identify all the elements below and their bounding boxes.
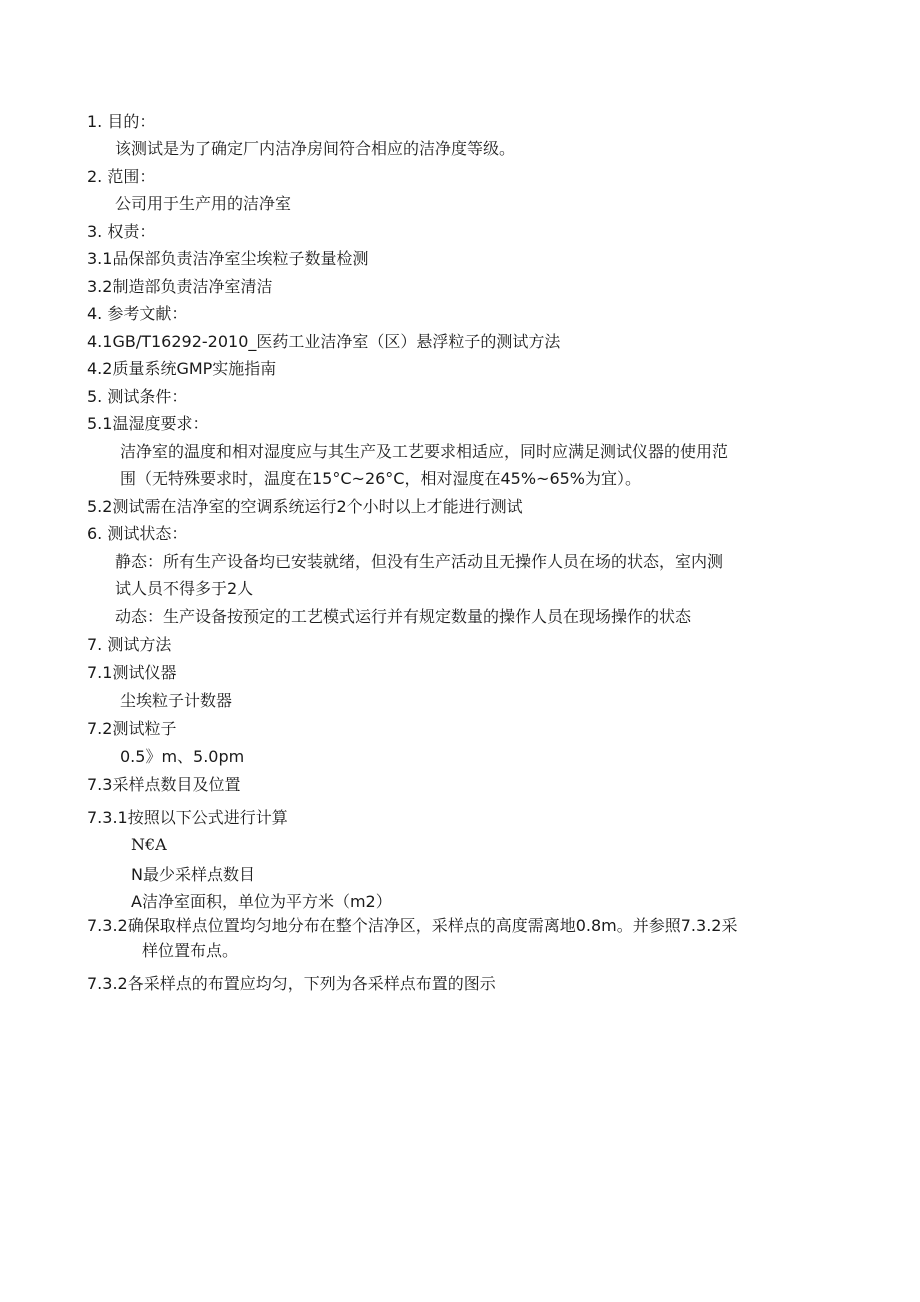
heading-test-states: 6. 测试状态： [87, 524, 188, 543]
scope-text: 公司用于生产用的洁净室 [115, 194, 292, 213]
method-7-1-title: 7.1测试仪器 [87, 663, 177, 682]
heading-test-conditions: 5. 测试条件： [87, 387, 188, 406]
heading-responsibility: 3. 权责： [87, 222, 156, 241]
static-state-line1: 静态：所有生产设备均已安装就绪，但没有生产活动且无操作人员在场的状态，室内测 [115, 552, 724, 571]
method-7-2-title: 7.2测试粒子 [87, 719, 177, 738]
method-7-3-2-layout: 7.3.2各采样点的布置应均匀，下列为各采样点布置的图示 [87, 974, 496, 993]
formula: N€A [131, 835, 167, 854]
method-7-1-instrument: 尘埃粒子计数器 [120, 691, 233, 710]
method-7-3-1-title: 7.3.1按照以下公式进行计算 [87, 808, 288, 827]
condition-5-1-text-line2: 围（无特殊要求时，温度在15°C~26°C，相对湿度在45%~65%为宜）。 [120, 469, 642, 488]
responsibility-3-1: 3.1品保部负责洁净室尘埃粒子数量检测 [87, 249, 369, 268]
method-7-3-2-line1: 7.3.2确保取样点位置均匀地分布在整个洁净区，采样点的高度需离地0.8m。并参照7.3.2采 [87, 916, 738, 935]
static-state-line2: 试人员不得多于2人 [115, 579, 254, 598]
dynamic-state: 动态：生产设备按预定的工艺模式运行并有规定数量的操作人员在现场操作的状态 [115, 607, 692, 626]
formula-a-definition: A洁净室面积，单位为平方米（m2） [131, 892, 392, 911]
reference-4-2: 4.2质量系统GMP实施指南 [87, 359, 277, 378]
heading-scope: 2. 范围： [87, 167, 156, 186]
responsibility-3-2: 3.2制造部负责洁净室清洁 [87, 277, 273, 296]
heading-purpose: 1. 目的： [87, 112, 156, 131]
heading-test-method: 7. 测试方法 [87, 635, 172, 654]
method-7-3-title: 7.3采样点数目及位置 [87, 775, 241, 794]
condition-5-1-text-line1: 洁净室的温度和相对湿度应与其生产及工艺要求相适应，同时应满足测试仪器的使用范 [120, 442, 729, 461]
condition-5-2: 5.2测试需在洁净室的空调系统运行2个小时以上才能进行测试 [87, 497, 523, 516]
reference-4-1: 4.1GB/T16292-2010_医药工业洁净室（区）悬浮粒子的测试方法 [87, 332, 561, 351]
method-7-2-particles: 0.5》m、5.0pm [120, 747, 245, 766]
condition-5-1-title: 5.1温湿度要求： [87, 414, 209, 433]
purpose-text: 该测试是为了确定厂内洁净房间符合相应的洁净度等级。 [115, 139, 516, 158]
heading-references: 4. 参考文献： [87, 304, 188, 323]
formula-n-definition: N最少采样点数目 [131, 865, 255, 884]
method-7-3-2-line2: 样位置布点。 [142, 941, 239, 960]
